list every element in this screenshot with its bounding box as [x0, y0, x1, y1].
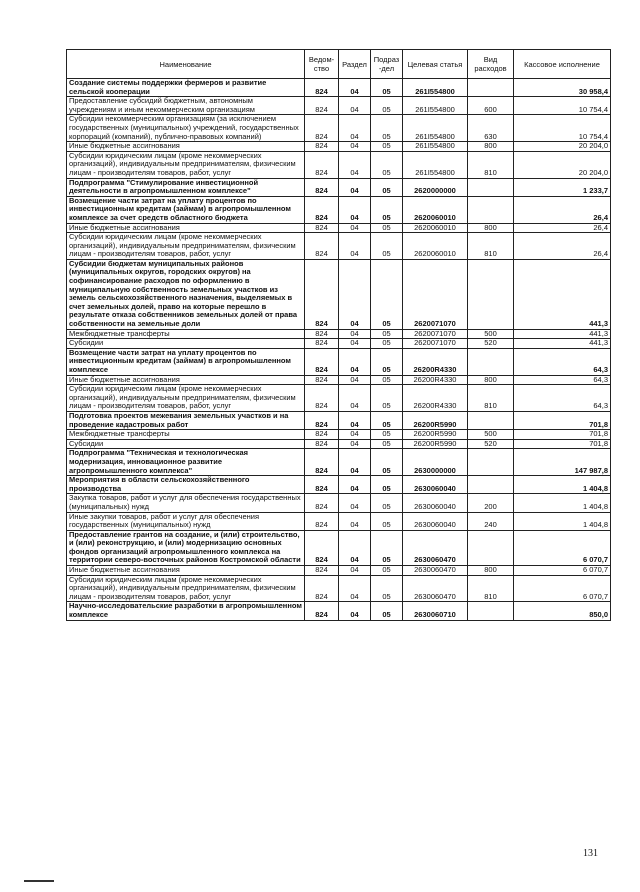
cell-target: 2620071070: [403, 339, 468, 349]
cell-name: Субсидии юридическим лицам (кроме некоммерческих организаций), индивидуальным предпринимателям, физическим лицам - производителям товаров, работ, услуг: [67, 151, 305, 178]
cell-name: Межбюджетные трансферты: [67, 329, 305, 339]
cell-target: 261I554800: [403, 151, 468, 178]
cell-target: 2620071070: [403, 259, 468, 329]
table-row: [67, 512, 611, 530]
table-row: [67, 385, 611, 412]
cell-subsection: 05: [371, 494, 403, 512]
cell-subsection: 05: [371, 375, 403, 385]
cell-name: Научно-исследовательские разработки в агропромышленном комплексе: [67, 602, 305, 620]
cell-target: 261I554800: [403, 97, 468, 115]
cell-subsection: 05: [371, 142, 403, 152]
cell-section: 04: [339, 512, 371, 530]
cell-amount: 30 958,4: [514, 79, 611, 97]
cell-section: 04: [339, 494, 371, 512]
cell-amount: 26,4: [514, 223, 611, 233]
cell-subsection: 05: [371, 439, 403, 449]
table-row: [67, 259, 611, 329]
table-row: [67, 476, 611, 494]
table-row: [67, 566, 611, 576]
cell-target: 261I554800: [403, 115, 468, 142]
cell-name: Мероприятия в области сельскохозяйственного производства: [67, 476, 305, 494]
cell-exp-type: 240: [468, 512, 514, 530]
cell-amount: 64,3: [514, 385, 611, 412]
cell-dept: 824: [305, 223, 339, 233]
cell-amount: 6 070,7: [514, 530, 611, 565]
cell-name: Субсидии юридическим лицам (кроме некоммерческих организаций), индивидуальным предпринимателям, физическим лицам - производителям товаров, работ, услуг: [67, 233, 305, 260]
header-subsection: Подраз-дел: [371, 50, 403, 79]
cell-section: 04: [339, 223, 371, 233]
cell-exp-type: 810: [468, 233, 514, 260]
cell-subsection: 05: [371, 115, 403, 142]
cell-dept: 824: [305, 196, 339, 223]
cell-dept: 824: [305, 142, 339, 152]
cell-amount: 701,8: [514, 411, 611, 429]
cell-name: Предоставление субсидий бюджетным, автономным учреждениям и иным некоммерческим организациям: [67, 97, 305, 115]
cell-exp-type: [468, 411, 514, 429]
cell-name: Возмещение части затрат на уплату процентов по инвестиционным кредитам (займам) в агропромышленном комплексе: [67, 348, 305, 375]
cell-section: 04: [339, 602, 371, 620]
cell-target: 2620060010: [403, 196, 468, 223]
scan-mark: [24, 880, 54, 882]
cell-dept: 824: [305, 439, 339, 449]
header-dept: Ведом-ство: [305, 50, 339, 79]
cell-dept: 824: [305, 494, 339, 512]
cell-exp-type: [468, 259, 514, 329]
cell-name: Создание системы поддержки фермеров и развитие сельской кооперации: [67, 79, 305, 97]
cell-target: 2630060710: [403, 602, 468, 620]
cell-subsection: 05: [371, 512, 403, 530]
cell-section: 04: [339, 339, 371, 349]
cell-target: 26200R4330: [403, 385, 468, 412]
table-row: [67, 97, 611, 115]
cell-name: Субсидии: [67, 339, 305, 349]
cell-target: 2630060470: [403, 566, 468, 576]
cell-dept: 824: [305, 115, 339, 142]
header-amount: Кассовое исполнение: [514, 50, 611, 79]
cell-dept: 824: [305, 449, 339, 476]
cell-subsection: 05: [371, 339, 403, 349]
header-exp-type: Вид расходов: [468, 50, 514, 79]
table-row: [67, 142, 611, 152]
cell-amount: 441,3: [514, 259, 611, 329]
cell-exp-type: [468, 79, 514, 97]
cell-subsection: 05: [371, 79, 403, 97]
cell-dept: 824: [305, 430, 339, 440]
table-row: [67, 151, 611, 178]
cell-dept: 824: [305, 512, 339, 530]
cell-amount: 1 404,8: [514, 512, 611, 530]
cell-name: Подпрограмма "Стимулирование инвестиционной деятельности в агропромышленном комплексе": [67, 178, 305, 196]
cell-exp-type: 200: [468, 494, 514, 512]
cell-subsection: 05: [371, 575, 403, 602]
cell-dept: 824: [305, 259, 339, 329]
cell-exp-type: 810: [468, 385, 514, 412]
cell-subsection: 05: [371, 449, 403, 476]
cell-section: 04: [339, 97, 371, 115]
table-row: [67, 449, 611, 476]
table-row: [67, 348, 611, 375]
cell-dept: 824: [305, 411, 339, 429]
cell-amount: 850,0: [514, 602, 611, 620]
table-row: [67, 115, 611, 142]
cell-dept: 824: [305, 79, 339, 97]
cell-target: 2630060040: [403, 512, 468, 530]
cell-name: Подготовка проектов межевания земельных участков и на проведение кадастровых работ: [67, 411, 305, 429]
cell-exp-type: 630: [468, 115, 514, 142]
cell-subsection: 05: [371, 348, 403, 375]
cell-target: 26200R5990: [403, 439, 468, 449]
table-row: [67, 494, 611, 512]
cell-exp-type: 500: [468, 329, 514, 339]
cell-section: 04: [339, 375, 371, 385]
table-row: [67, 530, 611, 565]
cell-amount: 147 987,8: [514, 449, 611, 476]
cell-section: 04: [339, 79, 371, 97]
cell-name: Межбюджетные трансферты: [67, 430, 305, 440]
table-row: [67, 329, 611, 339]
cell-name: Субсидии юридическим лицам (кроме некоммерческих организаций), индивидуальным предпринимателям, физическим лицам - производителям товаров, работ, услуг: [67, 575, 305, 602]
table-row: [67, 233, 611, 260]
cell-section: 04: [339, 566, 371, 576]
cell-section: 04: [339, 411, 371, 429]
cell-name: Субсидии: [67, 439, 305, 449]
table-row: [67, 196, 611, 223]
table-row: [67, 575, 611, 602]
cell-name: Закупка товаров, работ и услуг для обеспечения государственных (муниципальных) нужд: [67, 494, 305, 512]
cell-subsection: 05: [371, 602, 403, 620]
cell-dept: 824: [305, 339, 339, 349]
cell-name: Иные закупки товаров, работ и услуг для обеспечения государственных (муниципальных) нужд: [67, 512, 305, 530]
cell-exp-type: 500: [468, 430, 514, 440]
cell-section: 04: [339, 575, 371, 602]
cell-exp-type: [468, 476, 514, 494]
cell-section: 04: [339, 449, 371, 476]
cell-exp-type: [468, 530, 514, 565]
cell-amount: 1 404,8: [514, 494, 611, 512]
cell-target: 2620000000: [403, 178, 468, 196]
cell-section: 04: [339, 142, 371, 152]
cell-exp-type: 520: [468, 339, 514, 349]
cell-name: Возмещение части затрат на уплату процентов по инвестиционным кредитам (займам) в агропромышленном комплексе за счет средств областного бюджета: [67, 196, 305, 223]
cell-exp-type: 800: [468, 223, 514, 233]
cell-subsection: 05: [371, 178, 403, 196]
cell-name: Субсидии юридическим лицам (кроме некоммерческих организаций), индивидуальным предпринимателям, физическим лицам - производителям товаров, работ, услуг: [67, 385, 305, 412]
cell-name: Субсидии бюджетам муниципальных районов (муниципальных округов, городских округов) на софинансирование расходов по оформлению в муниципальную собственность земельных участков из земель сельскохозяйственного назначения, выделяемых в счет земельных долей, право на которые перешло в результате отказа собственников земельных долей от права собственности на земельные доли: [67, 259, 305, 329]
cell-name: Подпрограмма "Техническая и технологическая модернизация, инновационное развитие агропромышленного комплекса": [67, 449, 305, 476]
cell-section: 04: [339, 530, 371, 565]
cell-section: 04: [339, 430, 371, 440]
cell-target: 2630060040: [403, 494, 468, 512]
cell-target: 2620060010: [403, 223, 468, 233]
cell-dept: 824: [305, 476, 339, 494]
table-row: [67, 178, 611, 196]
cell-name: Предоставление грантов на создание, и (или) строительство, и (или) реконструкцию, и (или) модернизацию основных фондов организаций агропромышленного комплекса на территории северо-восточных районов Костромской области: [67, 530, 305, 565]
cell-subsection: 05: [371, 566, 403, 576]
cell-amount: 20 204,0: [514, 151, 611, 178]
cell-target: 26200R5990: [403, 411, 468, 429]
table-row: [67, 375, 611, 385]
cell-subsection: 05: [371, 476, 403, 494]
cell-amount: 26,4: [514, 233, 611, 260]
cell-exp-type: 600: [468, 97, 514, 115]
cell-exp-type: [468, 449, 514, 476]
cell-target: 26200R4330: [403, 348, 468, 375]
cell-dept: 824: [305, 151, 339, 178]
cell-exp-type: [468, 602, 514, 620]
table-row: [67, 223, 611, 233]
header-name: Наименование: [67, 50, 305, 79]
cell-amount: 6 070,7: [514, 566, 611, 576]
table-row: [67, 439, 611, 449]
cell-subsection: 05: [371, 233, 403, 260]
cell-exp-type: 800: [468, 375, 514, 385]
cell-target: 26200R5990: [403, 430, 468, 440]
cell-subsection: 05: [371, 385, 403, 412]
cell-dept: 824: [305, 566, 339, 576]
cell-name: Иные бюджетные ассигнования: [67, 566, 305, 576]
cell-subsection: 05: [371, 430, 403, 440]
cell-name: Иные бюджетные ассигнования: [67, 375, 305, 385]
cell-section: 04: [339, 178, 371, 196]
cell-amount: 10 754,4: [514, 115, 611, 142]
cell-amount: 10 754,4: [514, 97, 611, 115]
cell-subsection: 05: [371, 97, 403, 115]
cell-amount: 1 404,8: [514, 476, 611, 494]
header-section: Раздел: [339, 50, 371, 79]
cell-subsection: 05: [371, 411, 403, 429]
table-row: [67, 79, 611, 97]
cell-dept: 824: [305, 348, 339, 375]
cell-section: 04: [339, 151, 371, 178]
table-row: [67, 339, 611, 349]
cell-section: 04: [339, 115, 371, 142]
cell-target: 2630060470: [403, 575, 468, 602]
cell-exp-type: 810: [468, 151, 514, 178]
cell-name: Иные бюджетные ассигнования: [67, 223, 305, 233]
cell-amount: 441,3: [514, 339, 611, 349]
cell-dept: 824: [305, 233, 339, 260]
cell-exp-type: 800: [468, 566, 514, 576]
table-row: [67, 602, 611, 620]
cell-target: 2620071070: [403, 329, 468, 339]
cell-name: Субсидии некоммерческим организациям (за исключением государственных (муниципальных) учреждений, государственных корпораций (компаний), публично-правовых компаний): [67, 115, 305, 142]
cell-amount: 6 070,7: [514, 575, 611, 602]
cell-target: 261I554800: [403, 142, 468, 152]
cell-amount: 64,3: [514, 375, 611, 385]
cell-exp-type: 810: [468, 575, 514, 602]
cell-dept: 824: [305, 385, 339, 412]
cell-amount: 441,3: [514, 329, 611, 339]
cell-dept: 824: [305, 329, 339, 339]
page-number: 131: [583, 848, 598, 859]
cell-section: 04: [339, 329, 371, 339]
cell-target: 26200R4330: [403, 375, 468, 385]
cell-target: 2620060010: [403, 233, 468, 260]
cell-subsection: 05: [371, 329, 403, 339]
cell-section: 04: [339, 439, 371, 449]
cell-section: 04: [339, 476, 371, 494]
table-row: [67, 411, 611, 429]
cell-exp-type: [468, 196, 514, 223]
cell-amount: 701,8: [514, 430, 611, 440]
cell-section: 04: [339, 385, 371, 412]
cell-target: 2630000000: [403, 449, 468, 476]
table-body: [67, 79, 611, 621]
cell-amount: 701,8: [514, 439, 611, 449]
header-target: Целевая статья: [403, 50, 468, 79]
cell-target: 2630060470: [403, 530, 468, 565]
cell-subsection: 05: [371, 196, 403, 223]
cell-exp-type: [468, 348, 514, 375]
cell-dept: 824: [305, 375, 339, 385]
cell-amount: 1 233,7: [514, 178, 611, 196]
cell-section: 04: [339, 259, 371, 329]
cell-section: 04: [339, 233, 371, 260]
cell-section: 04: [339, 196, 371, 223]
cell-dept: 824: [305, 97, 339, 115]
cell-amount: 26,4: [514, 196, 611, 223]
cell-subsection: 05: [371, 530, 403, 565]
cell-dept: 824: [305, 575, 339, 602]
cell-name: Иные бюджетные ассигнования: [67, 142, 305, 152]
cell-amount: 64,3: [514, 348, 611, 375]
cell-dept: 824: [305, 602, 339, 620]
cell-subsection: 05: [371, 259, 403, 329]
cell-exp-type: 800: [468, 142, 514, 152]
cell-subsection: 05: [371, 223, 403, 233]
cell-exp-type: [468, 178, 514, 196]
cell-dept: 824: [305, 178, 339, 196]
cell-target: 2630060040: [403, 476, 468, 494]
cell-amount: 20 204,0: [514, 142, 611, 152]
budget-execution-table: [66, 49, 611, 621]
cell-subsection: 05: [371, 151, 403, 178]
cell-target: 261I554800: [403, 79, 468, 97]
cell-dept: 824: [305, 530, 339, 565]
table-header-row: [67, 50, 611, 79]
table-row: [67, 430, 611, 440]
cell-section: 04: [339, 348, 371, 375]
cell-exp-type: 520: [468, 439, 514, 449]
